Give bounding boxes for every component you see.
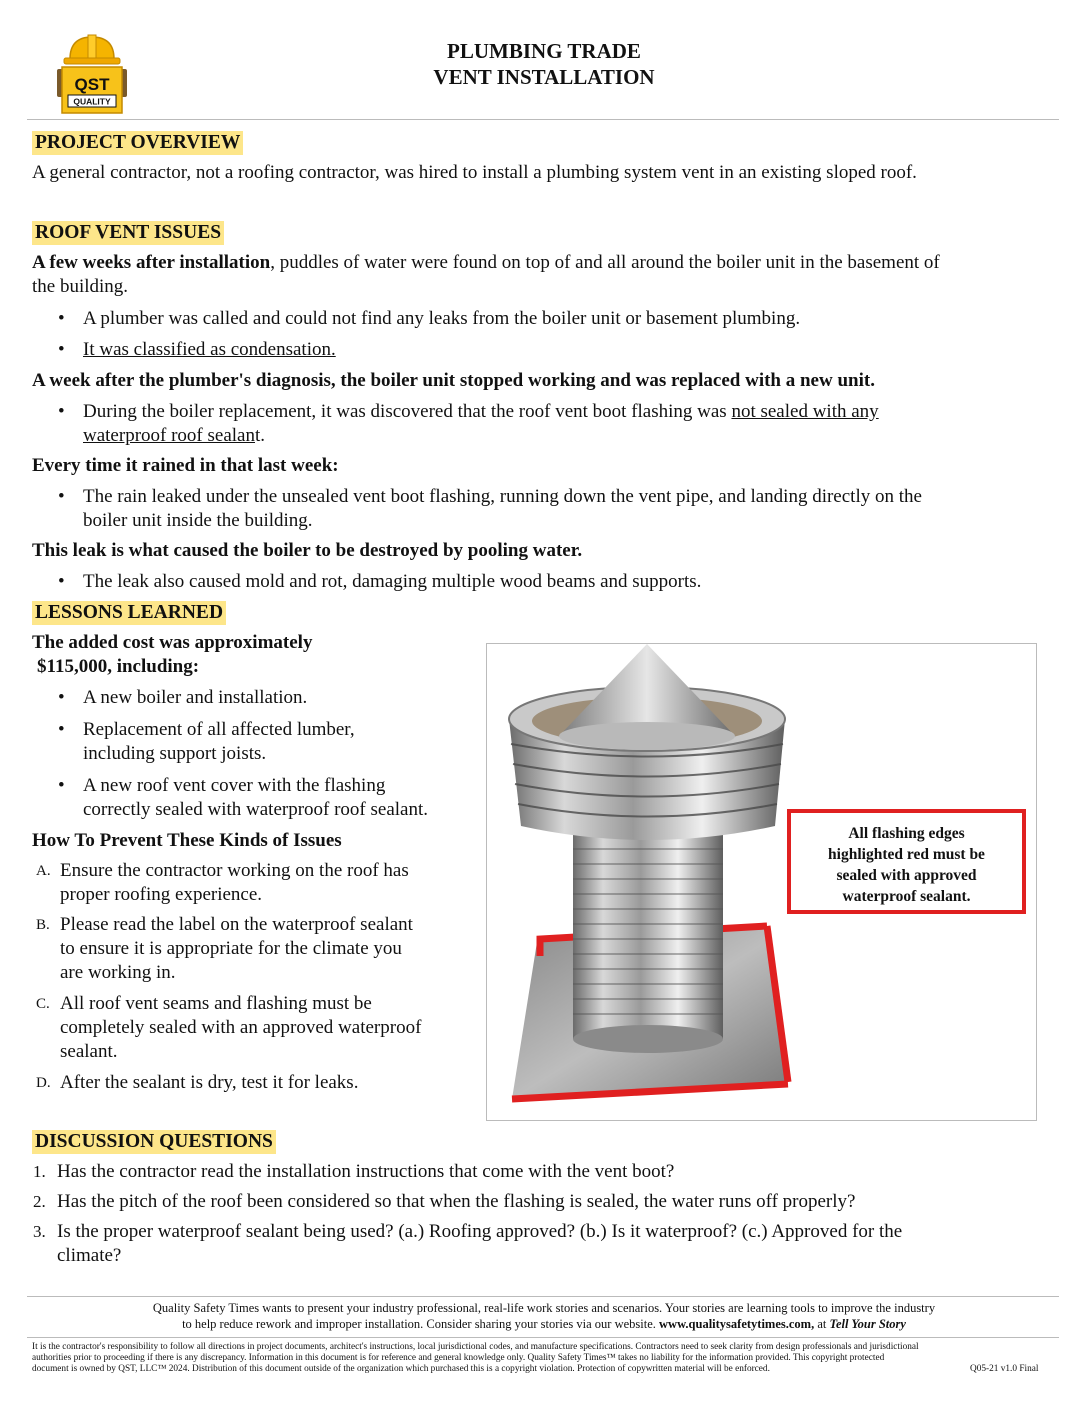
legal-divider	[27, 1337, 1059, 1338]
legal-disclaimer: It is the contractor's responsibility to follow all directions in project documents, architect's instructions, local jurisdictional codes, and manufacture specifications. Contractors need to seek clarity from design professionals and jurisdictional authorities prior to proceeding if there is any discrepancy. Information in this document is for reference and general knowledge only. Quality Safety Times™ takes no liability for the information provided. This copyright protected document is owned by QST, LLC™ 2024. Distribution of this document outside of the organization which purchased this is a copyright violation. Protection of copywritten material will be enforced.	[32, 1342, 919, 1374]
header-divider	[27, 119, 1059, 120]
lesson-item-3-cont: correctly sealed with waterproof roof sealant.	[83, 799, 429, 820]
question-3: Is the proper waterproof sealant being used? (a.) Roofing approved? (b.) Is it waterproof? (c.) Approved for the	[57, 1221, 903, 1242]
issues-bullet-2: • It was classified as condensation.	[83, 338, 336, 362]
qst-logo	[53, 33, 131, 115]
issues-paragraph-2: A week after the plumber's diagnosis, the boiler unit stopped working and was replaced with a new unit.	[32, 370, 875, 391]
lesson-item-2-cont: including support joists.	[83, 743, 267, 764]
lesson-item-1: • A new boiler and installation.	[83, 686, 307, 710]
prevent-c-line-3: sealant.	[60, 1041, 118, 1062]
question-2-label: 2.	[33, 1192, 46, 1211]
page-title: PLUMBING TRADE VENT INSTALLATION	[433, 39, 655, 89]
cost-line-1: The added cost was approximately	[32, 632, 313, 653]
roof-vent-issues-heading: ROOF VENT ISSUES	[32, 221, 224, 245]
question-1: Has the contractor read the installation instructions that come with the vent boot?	[57, 1161, 675, 1182]
prevent-b-line-2: to ensure it is appropriate for the climate you	[60, 938, 402, 959]
prevent-label-a: A.	[36, 863, 51, 879]
version-label: Q05-21 v1.0 Final	[970, 1364, 1039, 1374]
prevent-heading: How To Prevent These Kinds of Issues	[32, 830, 342, 851]
prevent-c-line-2: completely sealed with an approved waterproof	[60, 1017, 422, 1038]
issues-bullet-5: • The leak also caused mold and rot, damaging multiple wood beams and supports.	[83, 570, 701, 594]
prevent-a-line-1: Ensure the contractor working on the roof has	[60, 860, 409, 881]
prevent-label-d: D.	[36, 1075, 51, 1091]
question-3-cont: climate?	[57, 1245, 122, 1266]
issues-paragraph-1-cont: the building.	[32, 276, 129, 297]
question-3-label: 3.	[33, 1222, 46, 1241]
project-overview-heading: PROJECT OVERVIEW	[32, 131, 243, 155]
logo-text: QST	[74, 75, 110, 94]
footer-divider	[27, 1296, 1059, 1297]
question-1-label: 1.	[33, 1162, 46, 1181]
issues-bullet-3: • During the boiler replacement, it was discovered that the roof vent boot flashing was not sealed with any	[83, 400, 879, 424]
lesson-item-2: • Replacement of all affected lumber,	[83, 718, 355, 742]
cost-line-2: $115,000, including:	[37, 656, 200, 677]
prevent-d-line-1: After the sealant is dry, test it for leaks.	[60, 1072, 359, 1093]
prevent-b-line-1: Please read the label on the waterproof sealant	[60, 914, 413, 935]
project-overview-text: A general contractor, not a roofing contractor, was hired to install a plumbing system vent in an existing sloped roof.	[32, 162, 917, 183]
flashing-callout: All flashing edges highlighted red must be sealed with approved waterproof sealant.	[787, 809, 1026, 914]
website-link[interactable]: www.qualitysafetytimes.com,	[659, 1317, 815, 1331]
issues-paragraph-1: A few weeks after installation, puddles of water were found on top of and all around the boiler unit in the basement of	[32, 252, 940, 273]
prevent-label-c: C.	[36, 996, 50, 1012]
lesson-item-3: • A new roof vent cover with the flashing	[83, 774, 385, 798]
issues-paragraph-3: Every time it rained in that last week:	[32, 455, 339, 476]
prevent-c-line-1: All roof vent seams and flashing must be	[60, 993, 372, 1014]
prevent-b-line-3: are working in.	[60, 962, 176, 983]
question-2: Has the pitch of the roof been considered so that when the flashing is sealed, the water runs off properly?	[57, 1191, 856, 1212]
tell-your-story-link[interactable]: Tell Your Story	[829, 1317, 906, 1331]
footer-message: Quality Safety Times wants to present your industry professional, real-life work stories and scenarios. Your stories are learning tools to improve the industry to help reduce rework and improper installation. Consider sharing your stories via our website. www.qualitysafetytimes.com, at Tell Your Story	[152, 1301, 936, 1331]
prevent-label-b: B.	[36, 917, 50, 933]
discussion-questions-heading: DISCUSSION QUESTIONS	[32, 1130, 276, 1154]
issues-paragraph-4: This leak is what caused the boiler to be destroyed by pooling water.	[32, 540, 583, 561]
logo-subtext: QUALITY	[73, 96, 111, 107]
issues-bullet-3-cont: waterproof roof sealant.	[83, 425, 266, 446]
issues-bullet-1: • A plumber was called and could not find any leaks from the boiler unit or basement plumbing.	[83, 307, 800, 331]
issues-bullet-4: • The rain leaked under the unsealed vent boot flashing, running down the vent pipe, and landing directly on the	[83, 485, 922, 509]
prevent-a-line-2: proper roofing experience.	[60, 884, 263, 905]
issues-bullet-4-cont: boiler unit inside the building.	[83, 510, 313, 531]
lessons-learned-heading: LESSONS LEARNED	[32, 601, 226, 625]
